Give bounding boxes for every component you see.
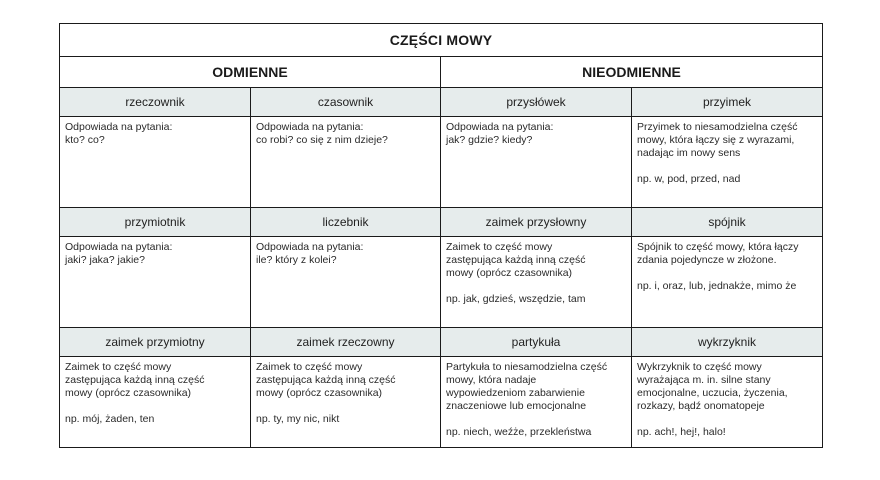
description-cell (632, 117, 823, 208)
description-line: wyrażająca m. in. silne stany (637, 374, 771, 386)
example-line: np. ach!, hej!, halo! (637, 426, 726, 438)
description-cell (251, 117, 441, 208)
description-line: Spójnik to część mowy, która łączy (637, 241, 799, 253)
description-line: Odpowiada na pytania: (65, 241, 173, 253)
description-cell (60, 237, 251, 328)
description-line: nadając im nowy sens (637, 147, 741, 159)
description-row (60, 357, 823, 448)
description-line: Odpowiada na pytania: (65, 121, 173, 133)
description-line: Zaimek to część mowy (256, 361, 363, 373)
spacer (446, 413, 626, 426)
description-cell (632, 357, 823, 448)
part-of-speech-header: przysłówek (441, 88, 632, 117)
part-of-speech-header: partykuła (441, 328, 632, 357)
group-header-odmienne: ODMIENNE (60, 57, 441, 88)
description-cell (251, 237, 441, 328)
header-row (60, 88, 823, 117)
description-line: Przyimek to niesamodzielna część (637, 121, 798, 133)
description-line: rozkazy, bądź onomatopeje (637, 400, 765, 412)
group-header-nieodmienne: NIEODMIENNE (441, 57, 823, 88)
spacer (65, 400, 245, 413)
parts-of-speech-table-wrapper (59, 23, 822, 448)
part-of-speech-header: wykrzyknik (632, 328, 823, 357)
description-cell (251, 357, 441, 448)
description-line: Zaimek to część mowy (65, 361, 172, 373)
spacer (637, 413, 817, 426)
spacer (256, 400, 435, 413)
description-line: mowy (oprócz czasownika) (65, 387, 192, 399)
description-cell (441, 357, 632, 448)
description-line: wypowiedzeniom zabarwienie (446, 387, 585, 399)
part-of-speech-header: spójnik (632, 208, 823, 237)
description-line: ile? który z kolei? (256, 254, 337, 266)
part-of-speech-header: przyimek (632, 88, 823, 117)
example-line: np. w, pod, przed, nad (637, 173, 741, 185)
description-line: Wykrzyknik to część mowy (637, 361, 762, 373)
description-line: zdania pojedyncze w złożone. (637, 254, 777, 266)
part-of-speech-header: zaimek przymiotny (60, 328, 251, 357)
part-of-speech-header: zaimek przysłowny (441, 208, 632, 237)
header-row (60, 208, 823, 237)
spacer (637, 267, 817, 280)
description-cell (60, 117, 251, 208)
description-line: jak? gdzie? kiedy? (446, 134, 533, 146)
part-of-speech-header: przymiotnik (60, 208, 251, 237)
description-line: Partykuła to niesamodzielna część (446, 361, 608, 373)
example-line: np. jak, gdzieś, wszędzie, tam (446, 293, 586, 305)
example-line: np. niech, weźże, przekleństwa (446, 426, 592, 438)
description-line: Odpowiada na pytania: (446, 121, 554, 133)
description-line: jaki? jaka? jakie? (65, 254, 145, 266)
description-line: zastępująca każdą inną część (256, 374, 396, 386)
description-cell (441, 237, 632, 328)
header-row (60, 328, 823, 357)
description-line: mowy (oprócz czasownika) (256, 387, 383, 399)
description-line: Odpowiada na pytania: (256, 121, 364, 133)
description-line: mowy (oprócz czasownika) (446, 267, 573, 279)
part-of-speech-header: zaimek rzeczowny (251, 328, 441, 357)
description-cell (632, 237, 823, 328)
description-line: mowy, która nadaje (446, 374, 537, 386)
part-of-speech-header: liczebnik (251, 208, 441, 237)
description-line: Odpowiada na pytania: (256, 241, 364, 253)
description-line: kto? co? (65, 134, 105, 146)
description-row (60, 117, 823, 208)
part-of-speech-header: rzeczownik (60, 88, 251, 117)
part-of-speech-header: czasownik (251, 88, 441, 117)
description-line: co robi? co się z nim dzieje? (256, 134, 388, 146)
spacer (446, 280, 626, 293)
example-line: np. mój, żaden, ten (65, 413, 155, 425)
description-line: mowy, która łączy się z wyrazami, (637, 134, 795, 146)
table-title: CZĘŚCI MOWY (60, 24, 823, 57)
spacer (637, 160, 817, 173)
description-cell (441, 117, 632, 208)
description-line: zastępująca każdą inną część (446, 254, 586, 266)
example-line: np. ty, my nic, nikt (256, 413, 340, 425)
description-line: emocjonalne, uczucia, życzenia, (637, 387, 788, 399)
description-line: Zaimek to część mowy (446, 241, 553, 253)
description-line: znaczeniowe lub emocjonalne (446, 400, 587, 412)
description-line: zastępująca każdą inną część (65, 374, 205, 386)
example-line: np. i, oraz, lub, jednakże, mimo że (637, 280, 797, 292)
description-row (60, 237, 823, 328)
description-cell (60, 357, 251, 448)
parts-of-speech-table (59, 23, 823, 448)
